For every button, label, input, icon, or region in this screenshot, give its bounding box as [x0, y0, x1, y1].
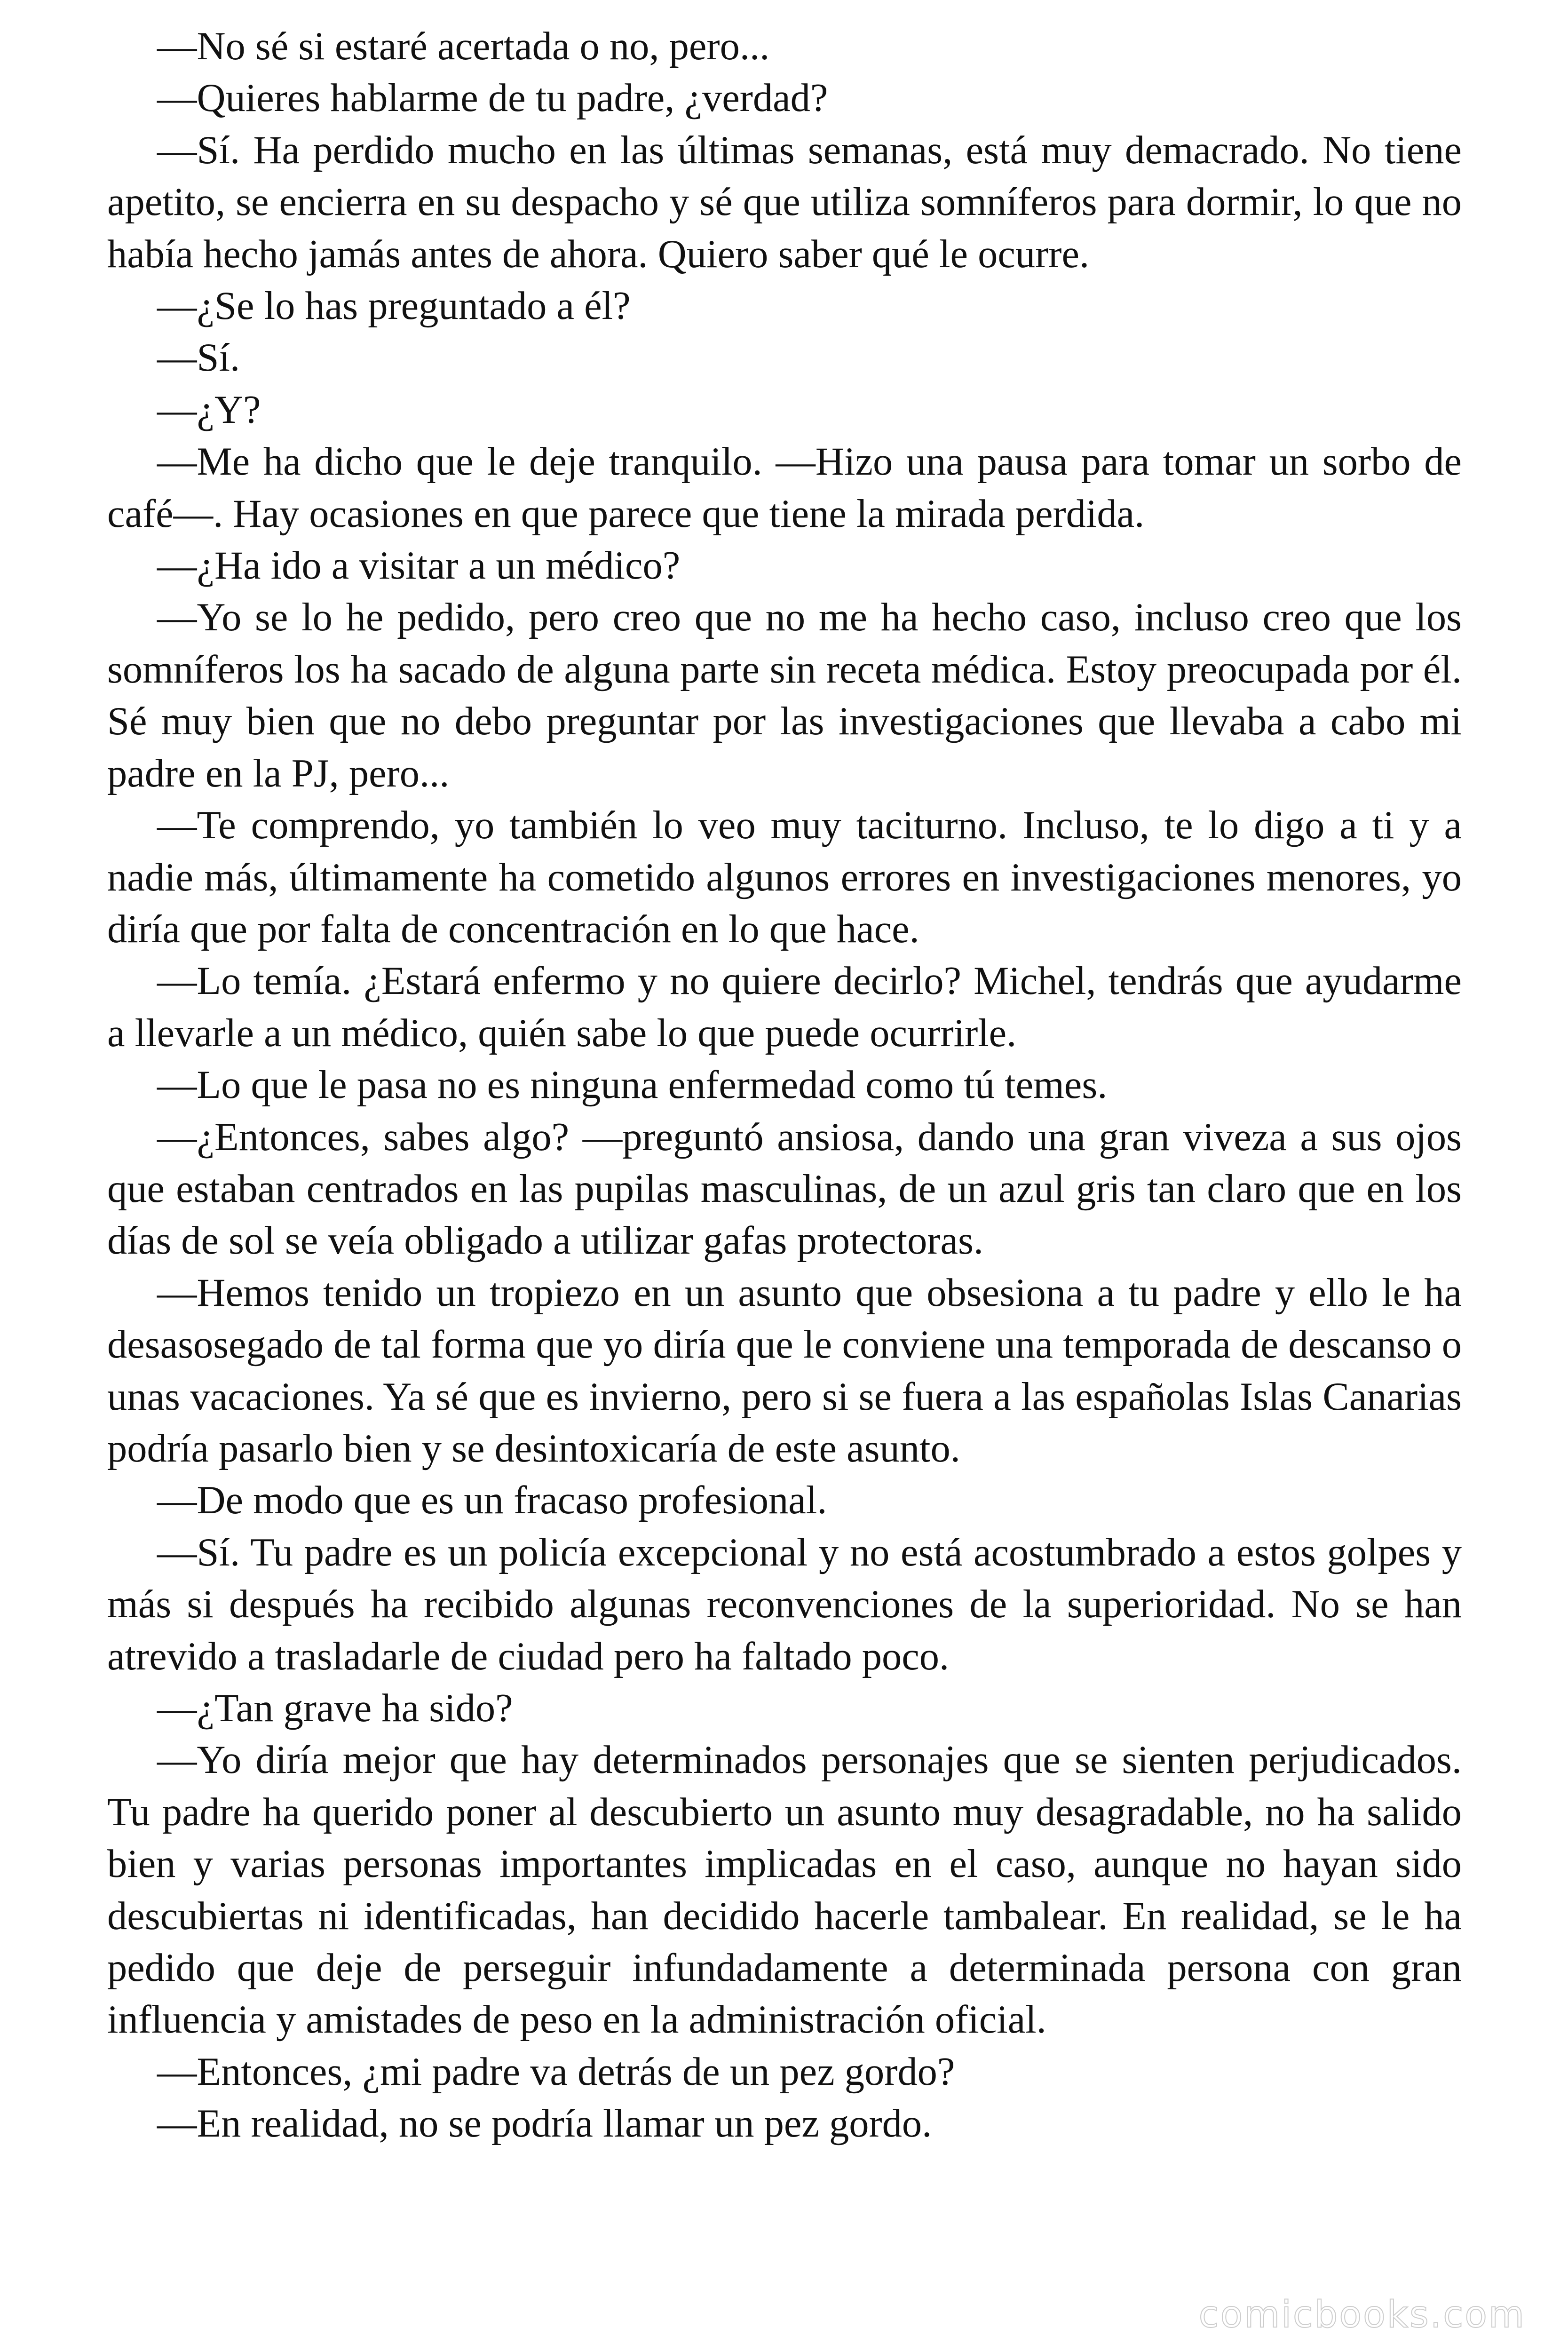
watermark: comicbooks.com — [1198, 2294, 1526, 2336]
paragraph: —Sí. Ha perdido mucho en las últimas semanas, está muy demacrado. No tiene apetito, se encierra en su despacho y sé que utiliza somníferos para dormir, lo que no había hecho jamás antes de ahora. Quiero saber qué le ocurre. — [107, 128, 1462, 276]
paragraph: —¿Tan grave ha sido? — [157, 1686, 513, 1730]
paragraph: —No sé si estaré acertada o no, pero... — [157, 24, 770, 68]
paragraph: —De modo que es un fracaso profesional. — [157, 1478, 827, 1523]
paragraph: —¿Y? — [157, 388, 261, 432]
paragraph: —¿Entonces, sabes algo? —preguntó ansiosa, dando una gran viveza a sus ojos que estaban centrados en las pupilas masculinas, de un azul gris tan claro que en los días de sol se veía obligado a utilizar gafas protectoras. — [107, 1115, 1462, 1263]
paragraph: —Sí. Tu padre es un policía excepcional y no está acostumbrado a estos golpes y más si después ha recibido algunas reconvenciones de la superioridad. No se han atrevido a trasladarle de ciudad pero ha faltado poco. — [107, 1530, 1462, 1678]
paragraph: —Entonces, ¿mi padre va detrás de un pez gordo? — [157, 2050, 955, 2094]
paragraph: —Lo que le pasa no es ninguna enfermedad como tú temes. — [157, 1063, 1108, 1107]
paragraph: —Yo se lo he pedido, pero creo que no me ha hecho caso, incluso creo que los somníferos los ha sacado de alguna parte sin receta médica. Estoy preocupada por él. Sé muy bien que no debo preguntar por las investigaciones que llevaba a cabo mi padre en la PJ, pero... — [107, 596, 1462, 795]
paragraph: —En realidad, no se podría llamar un pez gordo. — [157, 2102, 932, 2146]
paragraph: —Sí. — [157, 336, 240, 380]
paragraph: —¿Se lo has preguntado a él? — [157, 284, 631, 328]
paragraph: —Lo temía. ¿Estará enfermo y no quiere decirlo? Michel, tendrás que ayudarme a llevarle a un médico, quién sabe lo que puede ocurrirle. — [107, 959, 1462, 1055]
paragraph: —¿Ha ido a visitar a un médico? — [157, 544, 681, 588]
page-text — [107, 21, 1462, 2150]
paragraph: —Quieres hablarme de tu padre, ¿verdad? — [157, 76, 828, 120]
paragraph: —Te comprendo, yo también lo veo muy taciturno. Incluso, te lo digo a ti y a nadie más, últimamente ha cometido algunos errores en investigaciones menores, yo diría que por falta de concentración en lo que hace. — [107, 803, 1462, 951]
paragraph: —Hemos tenido un tropiezo en un asunto que obsesiona a tu padre y ello le ha desasosegado de tal forma que yo diría que le conviene una temporada de descanso o unas vacaciones. Ya sé que es invierno, pero si se fuera a las españolas Islas Canarias podría pasarlo bien y se desintoxicaría de este asunto. — [107, 1271, 1462, 1470]
paragraph: —Me ha dicho que le deje tranquilo. —Hizo una pausa para tomar un sorbo de café—. Hay ocasiones en que parece que tiene la mirada perdida. — [107, 440, 1462, 536]
paragraph: —Yo diría mejor que hay determinados personajes que se sienten perjudicados. Tu padre ha querido poner al descubierto un asunto muy desagradable, no ha salido bien y varias personas importantes implicadas en el caso, aunque no hayan sido descubiertas ni identificadas, han decidido hacerle tambalear. En realidad, se le ha pedido que deje de perseguir infundadamente a determinada persona con gran influencia y amistades de peso en la administración oficial. — [107, 1738, 1462, 2042]
